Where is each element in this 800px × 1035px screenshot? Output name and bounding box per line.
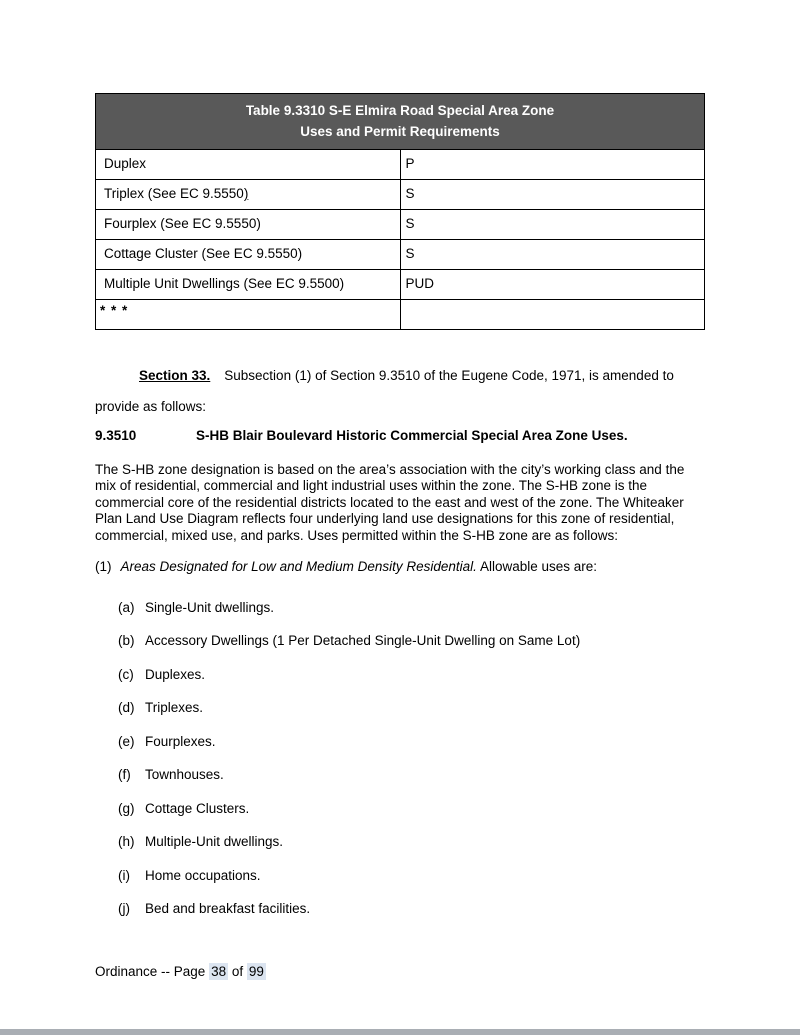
section-33-label: Section 33.	[139, 368, 211, 383]
use-cell	[96, 150, 401, 180]
use-cell	[96, 270, 401, 300]
list-item-marker: (g)	[118, 800, 135, 816]
use-text: Duplex	[104, 156, 147, 171]
list-item-marker: (d)	[118, 700, 135, 715]
list-item-text: Home occupations.	[145, 867, 261, 883]
list-item-marker: (f)	[118, 767, 131, 782]
use-text: Triplex (See EC 9.5550	[104, 186, 244, 201]
list-item-text: Cottage Clusters.	[145, 800, 250, 816]
permit-cell: S	[400, 240, 705, 270]
use-cell	[96, 240, 401, 270]
section-heading	[95, 428, 705, 445]
permit-cell: PUD	[400, 270, 705, 300]
list-item	[118, 801, 705, 818]
list-item	[118, 667, 705, 684]
use-cell	[96, 210, 401, 240]
table-row-ellipsis	[96, 300, 705, 330]
use-cell	[96, 180, 401, 210]
list-item	[118, 734, 705, 751]
list-item	[118, 834, 705, 851]
list-item-marker: (c)	[118, 666, 134, 682]
use-text: Cottage Cluster (See EC 9.5550)	[104, 246, 303, 261]
section-title: S-HB Blair Boulevard Historic Commercial Special Area Zone Uses.	[196, 428, 628, 443]
table-title-line2: Uses and Permit Requirements	[300, 124, 500, 139]
uses-permit-table	[95, 93, 705, 330]
use-text: Multiple Unit Dwellings (See EC 9.5500)	[104, 276, 345, 291]
list-item-text: Multiple-Unit dwellings.	[145, 834, 284, 849]
list-item-marker: (b)	[118, 633, 135, 648]
list-item-text: Single-Unit dwellings.	[145, 599, 275, 615]
ellipsis-stars: * * *	[100, 303, 129, 318]
table-title-line1: Table 9.3310 S-E Elmira Road Special Area Zone	[245, 103, 555, 118]
total-pages-field: 99	[248, 964, 264, 979]
list-item	[118, 600, 705, 617]
footer-of: of	[228, 964, 247, 979]
list-item-marker: (e)	[118, 733, 135, 749]
list-item-text: Accessory Dwellings (1 Per Detached Single-Unit Dwelling on Same Lot)	[145, 633, 581, 648]
list-item-marker: (j)	[118, 901, 130, 916]
list-item-text: Triplexes.	[145, 700, 204, 715]
table-row	[96, 150, 705, 180]
list-item-text: Fourplexes.	[145, 733, 216, 749]
table-row	[96, 270, 705, 300]
page-bottom-edge	[0, 1029, 800, 1035]
table-title-row	[96, 94, 705, 150]
list-item	[118, 868, 705, 885]
use-cell	[96, 300, 401, 330]
list-intro	[95, 559, 705, 576]
footer-prefix: Ordinance -- Page	[95, 964, 210, 979]
section-number: 9.3510	[95, 428, 137, 443]
list-intro-marker: (1)	[95, 559, 112, 574]
permit-cell: S	[400, 210, 705, 240]
page-number-field: 38	[211, 964, 227, 979]
table-row	[96, 180, 705, 210]
list-intro-rest: Allowable uses are:	[476, 559, 598, 574]
list-item-text: Bed and breakfast facilities.	[145, 901, 311, 916]
section-33-paragraph	[95, 360, 705, 422]
permit-cell	[400, 300, 705, 330]
table-row	[96, 240, 705, 270]
page-footer	[95, 963, 266, 980]
permit-cell: S	[400, 180, 705, 210]
section-33-text: Subsection (1) of Section 9.3510 of the Eugene Code, 1971, is amended to provide as follows:	[95, 368, 674, 414]
use-text-underlined: )	[243, 186, 249, 201]
list-item-marker: (h)	[118, 834, 135, 849]
list-item-text: Duplexes.	[145, 666, 206, 682]
list-intro-italic: Areas Designated for Low and Medium Density Residential.	[120, 559, 477, 574]
permit-cell: P	[400, 150, 705, 180]
list-item	[118, 767, 705, 784]
list-item	[118, 633, 705, 650]
list-item-marker: (a)	[118, 599, 135, 615]
zone-description-paragraph: The S-HB zone designation is based on the area’s association with the city’s working class and the mix of residential, commercial and light industrial uses within the zone. The S-HB zone is the commercial core of the residential districts located to the east and west of the zone. The Whiteaker Plan Land Use Diagram reflects four underlying land use designations for this zone of residential, commercial, mixed use, and parks. Uses permitted within the S-HB zone are as follows:	[95, 461, 685, 543]
list-item	[118, 901, 705, 918]
table-title	[96, 94, 705, 150]
list-item	[118, 700, 705, 717]
use-text: Fourplex (See EC 9.5550)	[104, 216, 261, 231]
list-item-text: Townhouses.	[145, 767, 224, 782]
list-item-marker: (i)	[118, 867, 130, 883]
table-row	[96, 210, 705, 240]
